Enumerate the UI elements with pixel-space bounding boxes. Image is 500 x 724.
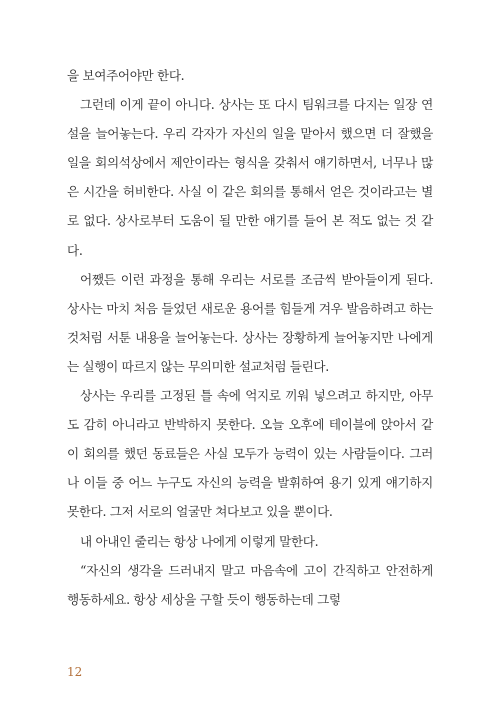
paragraph-continuation: 을 보여주어야만 한다. [67,68,185,83]
paragraph-accepting-each-other: 어쨌든 이런 과정을 통해 우리는 서로를 조금씩 받아들이게 된다. 상사는 마치 처음 들었던 새로운 용어를 힘들게 겨우 발음하려고 하는 것처럼 서툰 내용을 늘어놓는다. 상사는 장황하게 늘어놓지만 나에게는 실행이 따르지 않는 무의미한 설교처럼 들린다. [67,271,433,374]
body-text [67,61,433,614]
page-number: 12 [67,665,83,679]
paragraph-quote: “자신의 생각을 드러내지 말고 마음속에 고이 간직하고 안전하게 행동하세요. 항상 세상을 구할 듯이 행동하는데 그렇 [67,562,433,607]
paragraph-fixed-frame: 상사는 우리를 고정된 틀 속에 억지로 끼워 넣으려고 하지만, 아무도 감히 아니라고 반박하지 못한다. 오늘 오후에 테이블에 앉아서 같이 회의를 했던 동료들은 사실 모두가 능력이 있는 사람들이다. 그러나 이들 중 어느 누구도 자신의 능력을 발휘하여 용기 있게 얘기하지 못한다. 그저 서로의 얼굴만 쳐다보고 있을 뿐이다. [67,388,433,520]
paragraph-teamwork-speech: 그런데 이게 끝이 아니다. 상사는 또 다시 팀워크를 다지는 일장 연설을 늘어놓는다. 우리 각자가 자신의 일을 맡아서 했으면 더 잘했을 일을 회의석상에서 제안이라는 형식을 갖춰서 얘기하면서, 너무나 많은 시간을 허비한다. 사실 이 같은 회의를 통해서 얻은 것이라고는 별로 없다. 상사로부터 도움이 될 만한 얘기를 들어 본 적도 없는 것 같다. [67,97,433,258]
paragraph-wife-julie: 내 아내인 줄리는 항상 나에게 이렇게 말한다. [80,533,319,549]
